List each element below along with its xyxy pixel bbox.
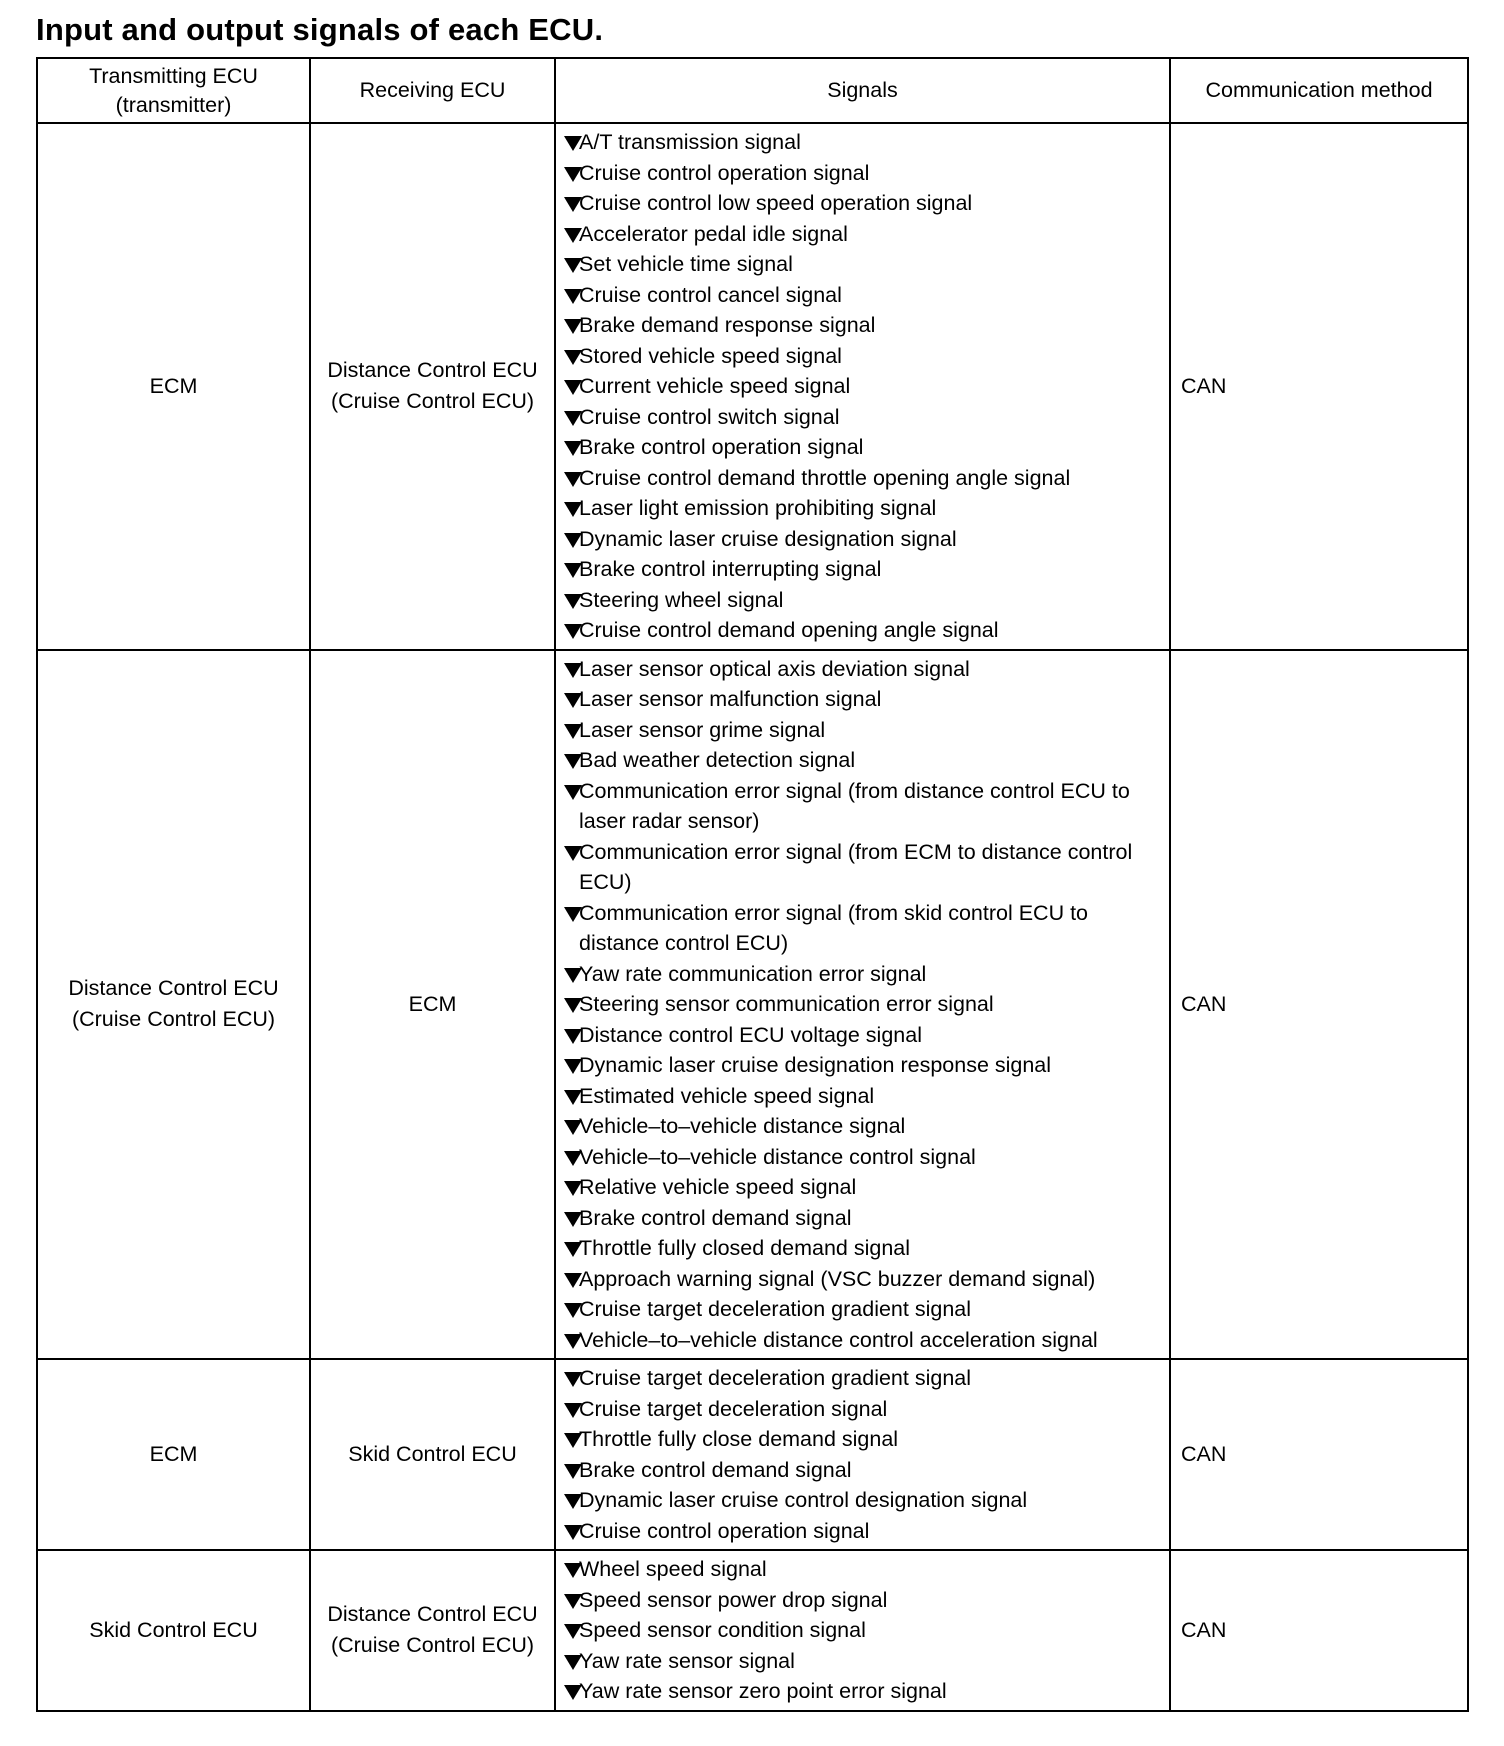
signal-text: Communication error signal (from distance control ECU to laser radar sensor)	[579, 778, 1130, 833]
signal-text: Laser sensor grime signal	[579, 717, 826, 742]
signal-text: Steering sensor communication error signal	[579, 992, 994, 1016]
signal-item	[568, 715, 1165, 746]
page-title: Input and output signals of each ECU.	[36, 12, 604, 47]
triangle-bullet-icon	[564, 502, 582, 517]
communication-method-cell: CAN	[1170, 123, 1468, 650]
signal-text: Wheel speed signal	[579, 1557, 767, 1581]
triangle-bullet-icon	[564, 1655, 582, 1670]
signal-item	[568, 745, 1165, 776]
triangle-bullet-icon	[564, 1372, 582, 1387]
signal-item	[568, 493, 1165, 524]
signal-text: Dynamic laser cruise designation response signal	[579, 1053, 1052, 1077]
triangle-bullet-icon	[564, 472, 582, 487]
signal-table	[36, 57, 1469, 1712]
signal-text: Dynamic laser cruise control designation signal	[579, 1488, 1028, 1512]
signal-list	[568, 127, 1165, 646]
signal-text: Cruise control demand throttle opening angle signal	[579, 465, 1071, 490]
triangle-bullet-icon	[564, 1525, 582, 1540]
signal-item	[568, 127, 1165, 158]
signal-item	[568, 1394, 1165, 1425]
signal-item	[568, 371, 1165, 402]
triangle-bullet-icon	[564, 441, 582, 456]
signal-item	[568, 188, 1165, 219]
triangle-bullet-icon	[564, 594, 582, 609]
triangle-bullet-icon	[564, 724, 582, 739]
communication-method-cell: CAN	[1170, 650, 1468, 1360]
signal-item	[568, 837, 1165, 898]
signal-text: Stored vehicle speed signal	[579, 343, 842, 368]
signal-item	[568, 1516, 1165, 1547]
signals-cell	[555, 1359, 1170, 1550]
signal-item	[568, 585, 1165, 616]
communication-method-cell: CAN	[1170, 1550, 1468, 1711]
signal-text: Cruise control operation signal	[579, 160, 870, 185]
signal-text: Accelerator pedal idle signal	[579, 221, 848, 246]
signal-item	[568, 524, 1165, 555]
triangle-bullet-icon	[564, 846, 582, 861]
signal-text: Communication error signal (from ECM to distance control ECU)	[579, 839, 1133, 894]
signal-list	[568, 1554, 1165, 1707]
triangle-bullet-icon	[564, 1494, 582, 1509]
signal-item	[568, 1172, 1165, 1203]
signal-text: Throttle fully close demand signal	[579, 1427, 899, 1451]
signal-text: Vehicle–to–vehicle distance signal	[579, 1114, 906, 1138]
signal-list	[568, 654, 1165, 1356]
triangle-bullet-icon	[564, 907, 582, 922]
triangle-bullet-icon	[564, 533, 582, 548]
signal-item	[568, 554, 1165, 585]
triangle-bullet-icon	[564, 1563, 582, 1578]
header-signals: Signals	[555, 58, 1170, 123]
triangle-bullet-icon	[564, 998, 582, 1013]
signal-text: Approach warning signal (VSC buzzer demand signal)	[579, 1266, 1096, 1291]
triangle-bullet-icon	[564, 350, 582, 365]
signal-item	[568, 1233, 1165, 1264]
signal-item	[568, 1554, 1165, 1585]
signal-text: A/T transmission signal	[579, 130, 801, 154]
signal-item	[568, 1142, 1165, 1173]
signal-item	[568, 432, 1165, 463]
signal-item	[568, 341, 1165, 372]
signal-text: Bad weather detection signal	[579, 748, 856, 772]
signal-item	[568, 280, 1165, 311]
signal-text: Dynamic laser cruise designation signal	[579, 526, 957, 551]
signal-text: Speed sensor power drop signal	[579, 1587, 888, 1612]
signal-item	[568, 1050, 1165, 1081]
signal-text: Laser light emission prohibiting signal	[579, 496, 937, 520]
signal-item	[568, 1325, 1165, 1356]
signal-item	[568, 1363, 1165, 1394]
signal-text: Cruise control switch signal	[579, 404, 840, 429]
header-communication-method: Communication method	[1170, 58, 1468, 123]
triangle-bullet-icon	[564, 258, 582, 273]
communication-method-cell: CAN	[1170, 1359, 1468, 1550]
receiving-ecu-cell: Distance Control ECU (Cruise Control ECU)	[310, 123, 555, 650]
triangle-bullet-icon	[564, 1242, 582, 1257]
signals-cell	[555, 1550, 1170, 1711]
signal-text: Vehicle–to–vehicle distance control signal	[579, 1144, 976, 1169]
signal-item	[568, 1264, 1165, 1295]
signal-item	[568, 463, 1165, 494]
receiving-ecu-cell: ECM	[310, 650, 555, 1360]
signal-text: Estimated vehicle speed signal	[579, 1083, 875, 1108]
signal-text: Relative vehicle speed signal	[579, 1175, 857, 1199]
receiving-ecu-cell: Distance Control ECU (Cruise Control ECU)	[310, 1550, 555, 1711]
signal-item	[568, 1111, 1165, 1142]
receiving-ecu-cell: Skid Control ECU	[310, 1359, 555, 1550]
signal-text: Cruise control cancel signal	[579, 282, 842, 307]
triangle-bullet-icon	[564, 1685, 582, 1700]
triangle-bullet-icon	[564, 1212, 582, 1227]
triangle-bullet-icon	[564, 197, 582, 212]
table-row	[37, 1550, 1468, 1711]
triangle-bullet-icon	[564, 1303, 582, 1318]
transmitting-ecu-cell: Skid Control ECU	[37, 1550, 310, 1711]
signal-text: Cruise target deceleration gradient signal	[579, 1366, 972, 1390]
signal-item	[568, 402, 1165, 433]
signal-item	[568, 1203, 1165, 1234]
transmitting-ecu-cell: ECM	[37, 1359, 310, 1550]
triangle-bullet-icon	[564, 228, 582, 243]
triangle-bullet-icon	[564, 136, 582, 151]
signal-text: Brake control demand signal	[579, 1457, 852, 1482]
header-receiving-ecu: Receiving ECU	[310, 58, 555, 123]
signal-text: Laser sensor malfunction signal	[579, 687, 882, 711]
triangle-bullet-icon	[564, 411, 582, 426]
signal-item	[568, 1676, 1165, 1707]
signal-text: Cruise control demand opening angle signal	[579, 618, 999, 642]
signal-item	[568, 684, 1165, 715]
signal-text: Vehicle–to–vehicle distance control acceleration signal	[579, 1327, 1098, 1352]
triangle-bullet-icon	[564, 380, 582, 395]
transmitting-ecu-cell: ECM	[37, 123, 310, 650]
signal-item	[568, 898, 1165, 959]
signal-text: Distance control ECU voltage signal	[579, 1022, 922, 1047]
triangle-bullet-icon	[564, 1029, 582, 1044]
triangle-bullet-icon	[564, 1151, 582, 1166]
table-header-row	[37, 58, 1468, 123]
triangle-bullet-icon	[564, 1120, 582, 1135]
signals-cell	[555, 650, 1170, 1360]
signal-text: Cruise control low speed operation signal	[579, 191, 973, 215]
signal-text: Throttle fully closed demand signal	[579, 1236, 911, 1260]
signal-item	[568, 1294, 1165, 1325]
signal-text: Laser sensor optical axis deviation signal	[579, 656, 970, 681]
triangle-bullet-icon	[564, 1594, 582, 1609]
signal-item	[568, 1424, 1165, 1455]
signal-item	[568, 615, 1165, 646]
table-body	[37, 123, 1468, 1711]
signal-item	[568, 959, 1165, 990]
signal-item	[568, 1585, 1165, 1616]
triangle-bullet-icon	[564, 1181, 582, 1196]
signal-text: Speed sensor condition signal	[579, 1618, 866, 1642]
table-row	[37, 650, 1468, 1360]
signal-text: Brake demand response signal	[579, 313, 876, 337]
triangle-bullet-icon	[564, 785, 582, 800]
signal-text: Current vehicle speed signal	[579, 374, 851, 398]
triangle-bullet-icon	[564, 968, 582, 983]
triangle-bullet-icon	[564, 1059, 582, 1074]
signal-item	[568, 249, 1165, 280]
signal-text: Yaw rate sensor zero point error signal	[579, 1679, 947, 1703]
signal-text: Set vehicle time signal	[579, 252, 793, 276]
signal-item	[568, 158, 1165, 189]
signal-text: Brake control operation signal	[579, 435, 864, 459]
triangle-bullet-icon	[564, 167, 582, 182]
signals-cell	[555, 123, 1170, 650]
header-transmitting-ecu: Transmitting ECU (transmitter)	[37, 58, 310, 123]
triangle-bullet-icon	[564, 693, 582, 708]
triangle-bullet-icon	[564, 563, 582, 578]
signal-text: Communication error signal (from skid control ECU to distance control ECU)	[579, 900, 1088, 955]
signal-text: Yaw rate communication error signal	[579, 961, 927, 986]
triangle-bullet-icon	[564, 624, 582, 639]
triangle-bullet-icon	[564, 1403, 582, 1418]
signal-item	[568, 989, 1165, 1020]
signal-text: Brake control demand signal	[579, 1205, 852, 1230]
triangle-bullet-icon	[564, 1334, 582, 1349]
signal-text: Yaw rate sensor signal	[579, 1648, 795, 1673]
signal-text: Cruise target deceleration signal	[579, 1396, 888, 1421]
triangle-bullet-icon	[564, 289, 582, 304]
transmitting-ecu-cell: Distance Control ECU (Cruise Control ECU)	[37, 650, 310, 1360]
triangle-bullet-icon	[564, 1464, 582, 1479]
signal-text: Brake control interrupting signal	[579, 557, 882, 581]
signal-item	[568, 219, 1165, 250]
triangle-bullet-icon	[564, 319, 582, 334]
triangle-bullet-icon	[564, 663, 582, 678]
table-row	[37, 123, 1468, 650]
triangle-bullet-icon	[564, 1433, 582, 1448]
signal-item	[568, 654, 1165, 685]
signal-text: Cruise control operation signal	[579, 1518, 870, 1543]
signal-item	[568, 310, 1165, 341]
triangle-bullet-icon	[564, 754, 582, 769]
signal-item	[568, 1081, 1165, 1112]
signal-item	[568, 776, 1165, 837]
signal-item	[568, 1485, 1165, 1516]
signal-item	[568, 1646, 1165, 1677]
signal-text: Steering wheel signal	[579, 587, 784, 612]
triangle-bullet-icon	[564, 1273, 582, 1288]
signal-item	[568, 1020, 1165, 1051]
triangle-bullet-icon	[564, 1624, 582, 1639]
signal-text: Cruise target deceleration gradient signal	[579, 1297, 972, 1321]
signal-item	[568, 1615, 1165, 1646]
signal-list	[568, 1363, 1165, 1546]
table-row	[37, 1359, 1468, 1550]
triangle-bullet-icon	[564, 1090, 582, 1105]
signal-item	[568, 1455, 1165, 1486]
